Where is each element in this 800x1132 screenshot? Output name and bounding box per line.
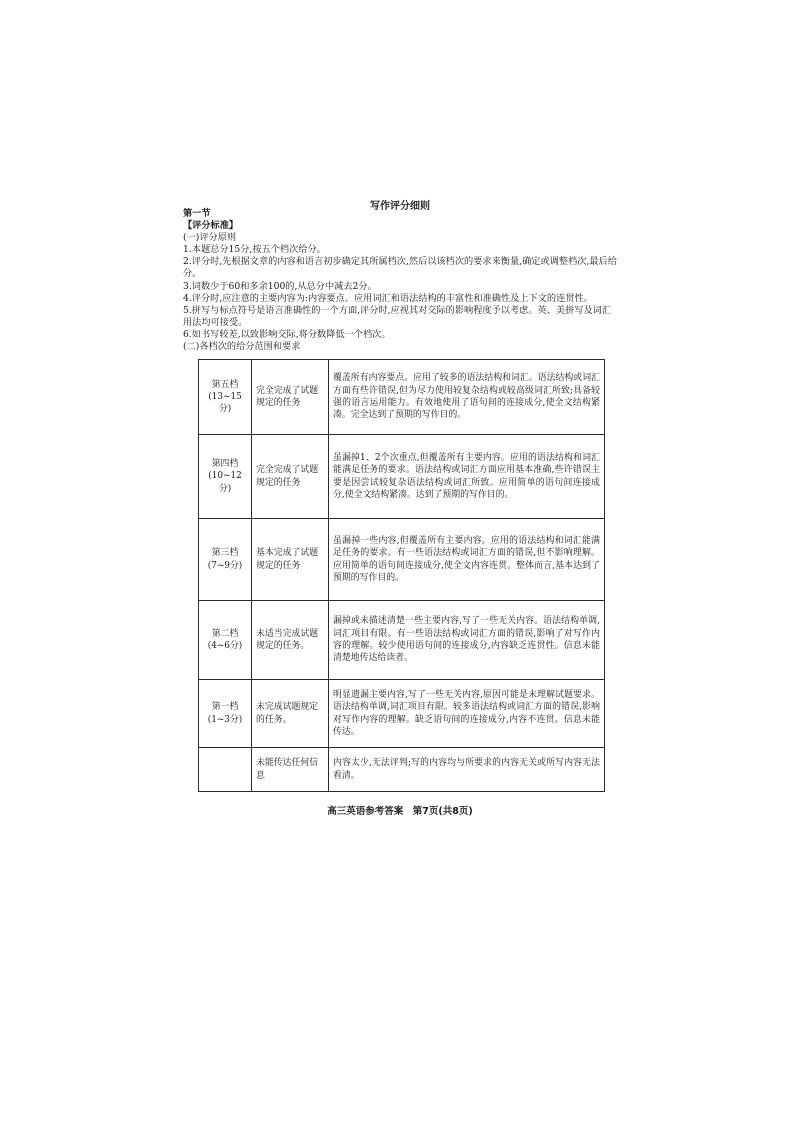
principles-heading: (一)评分原则: [183, 232, 237, 244]
page-footer: 高三英语参考答案 第7页(共8页): [327, 806, 473, 817]
section-label: 第一节: [183, 208, 211, 219]
task-cell: 完全完成了试题规定的任务: [252, 435, 329, 519]
level-cell: [199, 680, 252, 748]
description-cell: 虽漏掉1、2个次重点,但覆盖所有主要内容。应用的语法结构和词汇能满足任务的要求。语法结构或词汇方面应用基本准确,些许错误主要是因尝试较复杂语法结构或词汇所致。应用简单的语句间连接成分,使全文结构紧凑。达到了预期的写作目的。: [329, 435, 605, 519]
level-cell: [199, 748, 252, 792]
principle-item: 4.评分时,应注意的主要内容为:内容要点、应用词汇和语法结构的丰富性和准确性及上下文的连贯性。: [183, 292, 593, 304]
description-cell: 覆盖所有内容要点。应用了较多的语法结构和词汇。语法结构或词汇方面有些许错误,但为尽力使用较复杂结构或较高级词汇所致;具备较强的语言运用能力。有效地使用了语句间的连接成分,使全文结构紧凑。完全达到了预期的写作目的。: [329, 360, 605, 435]
description-cell: 虽漏掉一些内容,但覆盖所有主要内容。应用的语法结构和词汇能满足任务的要求。有一些语法结构或词汇方面的错误,但不影响理解。应用简单的语句间连接成分,使全文内容连贯。整体而言,基本达到了预期的写作目的。: [329, 519, 605, 601]
level-cell: [199, 435, 252, 519]
principle-item: 2.评分时,先根据文章的内容和语言初步确定其所属档次,然后以该档次的要求来衡量,确定或调整档次,最后给分。: [183, 256, 617, 280]
task-cell: 基本完成了试题规定的任务: [252, 519, 329, 601]
task-cell: 未完成试题规定的任务。: [252, 680, 329, 748]
level-range: (1~3分): [207, 714, 243, 725]
task-cell: 未能传达任何信息: [252, 748, 329, 792]
principle-item: 3.词数少于60和多余100的,从总分中减去2分。: [183, 280, 377, 292]
principle-item: 5.拼写与标点符号是语言准确性的一个方面,评分时,应视其对交际的影响程度予以考虑。英、美拼写及词汇用法均可接受。: [183, 304, 612, 328]
level-range: (4~6分): [207, 641, 243, 651]
task-cell: 未适当完成试题规定的任务。: [252, 601, 329, 680]
table-row: [199, 680, 605, 748]
level-name: 第三档: [211, 548, 239, 559]
task-cell: 完全完成了试题规定的任务: [252, 360, 329, 435]
description-cell: 内容太少,无法评判;写的内容均与所要求的内容无关或所写内容无法看清。: [329, 748, 605, 792]
principle-item: 1.本题总分15分,按五个档次给分。: [183, 244, 326, 256]
criteria-heading: 【评分标准】: [183, 220, 239, 232]
table-row: [199, 601, 605, 680]
document-body: [183, 208, 618, 353]
level-name: 第二档: [211, 628, 239, 639]
description-cell: 明显遗漏主要内容,写了一些无关内容,原因可能是未理解试题要求。语法结构单调,词汇项目有限。较多语法结构或词汇方面的错误,影响对写作内容的理解。缺乏语句间的连接成分,内容不连贯。信息未能传达。: [329, 680, 605, 748]
grading-table: [198, 359, 605, 792]
level-cell: [199, 519, 252, 601]
level-cell: [199, 360, 252, 435]
principle-item: 6.如书写较差,以致影响交际,将分数降低一个档次。: [183, 328, 391, 340]
level-range: (7~9分): [207, 560, 243, 571]
description-cell: 漏掉或未描述清楚一些主要内容,写了一些无关内容。语法结构单调,词汇项目有限。有一些语法结构或词汇方面的错误,影响了对写作内容的理解。较少使用语句间的连接成分,内容缺乏连贯性。信息未能清楚地传达给读者。: [329, 601, 605, 680]
level-name: 第四档: [211, 459, 239, 470]
table-row: [199, 519, 605, 601]
level-name: 第一档: [211, 702, 239, 713]
level-name: 第五档: [211, 379, 239, 390]
level-cell: [199, 601, 252, 680]
table-row: [199, 435, 605, 519]
ranges-heading: (二)各档次的给分范围和要求: [183, 341, 301, 353]
level-range: (13~15分): [208, 391, 242, 415]
table-row: [199, 360, 605, 435]
document-title: 写作评分细则: [370, 201, 430, 212]
level-range: (10~12分): [208, 471, 242, 494]
table-row: [199, 748, 605, 792]
